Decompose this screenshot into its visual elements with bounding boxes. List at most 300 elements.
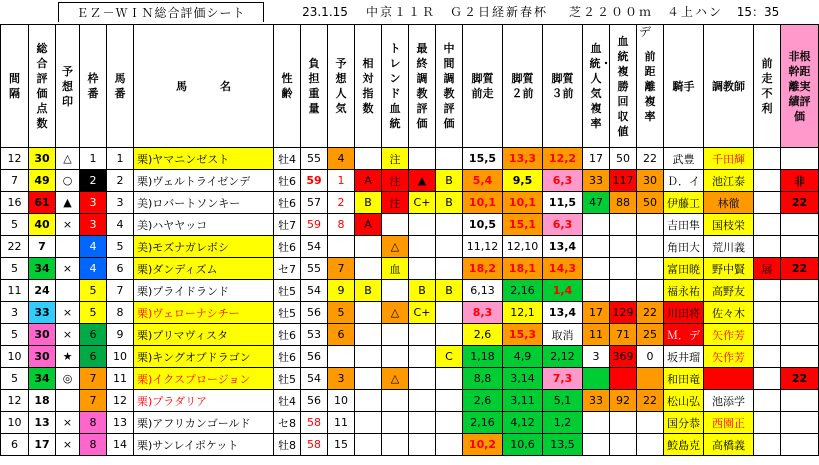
col-blood-place-rate: 血統複勝回収値 [610, 25, 637, 148]
cell-mid [436, 390, 463, 412]
cell-frame: 5 [80, 280, 107, 302]
cell-pd: 0 [637, 346, 664, 368]
col-sex-age: 性齢 [274, 25, 301, 148]
cell-num: 5 [107, 236, 134, 258]
cell-num: 13 [107, 412, 134, 434]
cell-nr [781, 346, 819, 368]
cell-mark [56, 390, 80, 412]
cell-trainer: 林徹 [704, 192, 754, 214]
cell-gap: 5 [1, 258, 29, 280]
cell-br [583, 214, 610, 236]
cell-dis [754, 280, 781, 302]
cell-weight: 56 [301, 390, 328, 412]
cell-rel: B [355, 280, 382, 302]
cell-nr: 22 [781, 368, 819, 390]
cell-rel: B [355, 192, 382, 214]
cell-gap: 7 [1, 170, 29, 192]
col-weight: 負担重量 [301, 25, 328, 148]
cell-l2: 10,1 [503, 192, 543, 214]
cell-name: 栗)ダンディズム [134, 258, 274, 280]
cell-frame: 5 [80, 302, 107, 324]
cell-rel [355, 434, 382, 456]
cell-score: 30 [29, 346, 56, 368]
cell-mid: B [436, 192, 463, 214]
cell-gap: 5 [1, 324, 29, 346]
cell-sex: 牡6 [274, 324, 301, 346]
cell-jockey: 伊藤工 [664, 192, 704, 214]
cell-rel [355, 236, 382, 258]
cell-num: 12 [107, 390, 134, 412]
cell-trainer: 国枝栄 [704, 214, 754, 236]
cell-mark: ◎ [56, 368, 80, 390]
cell-l3: 1,4 [543, 280, 583, 302]
cell-bp [610, 368, 637, 390]
col-final-training: 最終調教評価 [409, 25, 436, 148]
cell-pd [637, 434, 664, 456]
cell-nr [781, 324, 819, 346]
horse-row [1, 324, 819, 346]
cell-bp [610, 258, 637, 280]
cell-l1: 11,12 [463, 236, 503, 258]
cell-l2: 2,16 [503, 280, 543, 302]
col-frame: 枠番 [80, 25, 107, 148]
cell-rel: A [355, 214, 382, 236]
cell-mark: ▲ [56, 192, 80, 214]
cell-score: 33 [29, 302, 56, 324]
cell-final: C+ [409, 192, 436, 214]
cell-nr [781, 280, 819, 302]
cell-l3: 1,2 [543, 412, 583, 434]
cell-mid [436, 302, 463, 324]
cell-l2: 3,11 [503, 390, 543, 412]
cell-rel: A [355, 170, 382, 192]
cell-l1: 8,3 [463, 302, 503, 324]
cell-nr [781, 412, 819, 434]
cell-pop: 5 [328, 302, 355, 324]
cell-mark [56, 280, 80, 302]
cell-nr: 22 [781, 192, 819, 214]
cell-jockey: 角田大 [664, 236, 704, 258]
cell-num: 6 [107, 258, 134, 280]
cell-l2: 4,12 [503, 412, 543, 434]
cell-l2: 9,5 [503, 170, 543, 192]
cell-gap: 22 [1, 236, 29, 258]
cell-weight: 56 [301, 302, 328, 324]
horse-row [1, 148, 819, 170]
cell-pd: 30 [637, 170, 664, 192]
cell-gap: 16 [1, 192, 29, 214]
cell-final: B [409, 280, 436, 302]
cell-jockey: 川田将 [664, 302, 704, 324]
cell-pd: 22 [637, 148, 664, 170]
cell-bp: 92 [610, 390, 637, 412]
cell-sex: セ7 [274, 258, 301, 280]
cell-mark [56, 236, 80, 258]
col-relative-index: 相対指数 [355, 25, 382, 148]
sheet-header [0, 0, 795, 39]
cell-name: 美)モズナガレボシ [134, 236, 274, 258]
cell-rel [355, 148, 382, 170]
cell-sex: 牡6 [274, 170, 301, 192]
cell-l1: 6,13 [463, 280, 503, 302]
horse-row [1, 368, 819, 390]
cell-nr: 22 [781, 258, 819, 280]
cell-trend [382, 214, 409, 236]
cell-nr [781, 148, 819, 170]
cell-br: 47 [583, 192, 610, 214]
sheet-title: ＥＺ－ＷＩＮ総合評価シート [58, 2, 264, 22]
cell-num: 7 [107, 280, 134, 302]
cell-jockey: 坂井瑠 [664, 346, 704, 368]
cell-weight: 58 [301, 412, 328, 434]
cell-name: 栗)ヴェローナシチー [134, 302, 274, 324]
cell-final [409, 236, 436, 258]
cell-dis [754, 236, 781, 258]
cell-br [583, 368, 610, 390]
cell-trainer: 高橋義 [704, 434, 754, 456]
cell-score: 40 [29, 214, 56, 236]
cell-pd [637, 236, 664, 258]
cell-l3: 5,1 [543, 390, 583, 412]
cell-mark: × [56, 434, 80, 456]
cell-rel [355, 368, 382, 390]
cell-br: 17 [583, 148, 610, 170]
cell-jockey: 鮫島克 [664, 434, 704, 456]
cell-sex: 牡6 [274, 192, 301, 214]
cell-frame: 8 [80, 412, 107, 434]
cell-jockey: 吉田隼 [664, 214, 704, 236]
cell-weight: 53 [301, 324, 328, 346]
cell-mark: × [56, 412, 80, 434]
horse-row [1, 434, 819, 456]
cell-frame: 8 [80, 434, 107, 456]
cell-trend [382, 324, 409, 346]
cell-l2: 3,14 [503, 368, 543, 390]
cell-weight: 54 [301, 280, 328, 302]
cell-dis [754, 170, 781, 192]
race-name: 中京１１Ｒ Ｇ２日経新春杯 [365, 5, 548, 19]
col-prediction-mark: 予想印 [56, 25, 80, 148]
cell-br [583, 412, 610, 434]
cell-jockey: 松山弘 [664, 390, 704, 412]
cell-jockey: 富田暁 [664, 258, 704, 280]
cell-final [409, 412, 436, 434]
cell-weight: 54 [301, 368, 328, 390]
cell-br: 33 [583, 390, 610, 412]
header-row [1, 25, 819, 148]
cell-num: 10 [107, 346, 134, 368]
cell-l1: 2,16 [463, 412, 503, 434]
cell-pd: 50 [637, 192, 664, 214]
cell-jockey: Ｍ．デ [664, 324, 704, 346]
cell-l2: 15,3 [503, 324, 543, 346]
cell-trainer: 池添学 [704, 390, 754, 412]
cell-num: 3 [107, 192, 134, 214]
cell-final [409, 324, 436, 346]
cell-dis [754, 192, 781, 214]
cell-score: 7 [29, 236, 56, 258]
cell-gap: 6 [1, 434, 29, 456]
cell-pd: 22 [637, 302, 664, 324]
race-condition: 芝２２００ｍ ４上ハンデ [568, 5, 723, 39]
cell-name: 栗)キングオブドラゴン [134, 346, 274, 368]
cell-score: 34 [29, 368, 56, 390]
horse-row [1, 192, 819, 214]
cell-final [409, 368, 436, 390]
horse-row [1, 412, 819, 434]
cell-rel [355, 346, 382, 368]
cell-mid [436, 412, 463, 434]
col-leg-3: 脚質３前 [543, 25, 583, 148]
cell-rel [355, 412, 382, 434]
cell-br: 17 [583, 302, 610, 324]
cell-score: 34 [29, 258, 56, 280]
cell-trend: 注 [382, 148, 409, 170]
cell-pop: 1 [328, 170, 355, 192]
cell-trend [382, 280, 409, 302]
cell-name: 栗)イクスプロージョン [134, 368, 274, 390]
cell-weight: 54 [301, 236, 328, 258]
cell-weight: 55 [301, 258, 328, 280]
cell-name: 栗)プリマヴィスタ [134, 324, 274, 346]
cell-l2: 12,1 [503, 302, 543, 324]
cell-pd [637, 368, 664, 390]
cell-jockey: 和田竜 [664, 368, 704, 390]
col-leg-2: 脚質２前 [503, 25, 543, 148]
cell-trainer: 野中賢 [704, 258, 754, 280]
cell-score: 24 [29, 280, 56, 302]
cell-final [409, 148, 436, 170]
cell-sex: 牡5 [274, 368, 301, 390]
cell-bp [610, 434, 637, 456]
cell-score: 18 [29, 390, 56, 412]
cell-name: 美)ハヤヤッコ [134, 214, 274, 236]
cell-frame: 6 [80, 346, 107, 368]
cell-weight: 59 [301, 214, 328, 236]
cell-rel [355, 324, 382, 346]
cell-bp [610, 236, 637, 258]
cell-jockey: 福永祐 [664, 280, 704, 302]
col-gap: 間隔 [1, 25, 29, 148]
col-prev-disadvantage: 前走不利 [754, 25, 781, 148]
horse-row [1, 214, 819, 236]
cell-final [409, 434, 436, 456]
cell-l3: 13,4 [543, 302, 583, 324]
cell-l1: 10,1 [463, 192, 503, 214]
cell-trainer: 千田輝 [704, 148, 754, 170]
cell-gap: 11 [1, 280, 29, 302]
cell-final [409, 390, 436, 412]
cell-sex: 牡8 [274, 434, 301, 456]
col-jockey: 騎手 [664, 25, 704, 148]
cell-nr [781, 214, 819, 236]
cell-dis [754, 368, 781, 390]
cell-score: 49 [29, 170, 56, 192]
cell-l2: 18,1 [503, 258, 543, 280]
cell-l3: 12,2 [543, 148, 583, 170]
cell-trend [382, 434, 409, 456]
cell-rel [355, 258, 382, 280]
cell-br [583, 258, 610, 280]
cell-trend: △ [382, 236, 409, 258]
col-non-root-distance: 非根幹距離実績評価 [781, 25, 819, 148]
cell-pop: 3 [328, 368, 355, 390]
cell-name: 栗)サンレイポケット [134, 434, 274, 456]
cell-l3: 6,3 [543, 170, 583, 192]
cell-pop: 7 [328, 258, 355, 280]
cell-nr [781, 236, 819, 258]
col-popularity: 予想人気 [328, 25, 355, 148]
cell-mark: ○ [56, 170, 80, 192]
cell-l3: 13,5 [543, 434, 583, 456]
cell-mid: B [436, 280, 463, 302]
cell-score: 17 [29, 434, 56, 456]
horse-row [1, 258, 819, 280]
cell-rel [355, 302, 382, 324]
cell-dis [754, 346, 781, 368]
cell-l2: 15,1 [503, 214, 543, 236]
cell-br [583, 280, 610, 302]
col-prev-distance: 前距離複率 [637, 25, 664, 148]
cell-bp [610, 214, 637, 236]
cell-frame: 4 [80, 258, 107, 280]
cell-mark: × [56, 302, 80, 324]
cell-trend: 注 [382, 170, 409, 192]
cell-l2: 4,9 [503, 346, 543, 368]
cell-l3: 14,3 [543, 258, 583, 280]
cell-l1: 15,5 [463, 148, 503, 170]
cell-rel [355, 390, 382, 412]
cell-final: C+ [409, 302, 436, 324]
cell-pd: 22 [637, 390, 664, 412]
cell-score: 30 [29, 324, 56, 346]
evaluation-table [0, 24, 819, 456]
cell-frame: 4 [80, 236, 107, 258]
cell-mark: △ [56, 148, 80, 170]
cell-bp [610, 280, 637, 302]
cell-trend: 注 [382, 192, 409, 214]
cell-bp [610, 412, 637, 434]
cell-bp: 71 [610, 324, 637, 346]
cell-pop: 15 [328, 434, 355, 456]
cell-sex: セ8 [274, 412, 301, 434]
cell-dis [754, 390, 781, 412]
cell-num: 9 [107, 324, 134, 346]
cell-l3: 13,4 [543, 236, 583, 258]
cell-trainer: 矢作芳 [704, 346, 754, 368]
cell-name: 栗)プラダリア [134, 390, 274, 412]
cell-pd [637, 280, 664, 302]
cell-trainer: 荒川義 [704, 236, 754, 258]
cell-trend: 血 [382, 258, 409, 280]
horse-row [1, 346, 819, 368]
cell-pd: 25 [637, 324, 664, 346]
cell-sex: 牡5 [274, 302, 301, 324]
cell-l1: 10,5 [463, 214, 503, 236]
cell-mid [436, 434, 463, 456]
cell-trainer: 佐々木 [704, 302, 754, 324]
cell-nr [781, 434, 819, 456]
cell-sex: 牡7 [274, 214, 301, 236]
cell-sex: 牡6 [274, 346, 301, 368]
cell-trend [382, 346, 409, 368]
cell-l3: 11,5 [543, 192, 583, 214]
cell-l1: 1,18 [463, 346, 503, 368]
cell-num: 4 [107, 214, 134, 236]
cell-pd [637, 258, 664, 280]
cell-weight: 58 [301, 434, 328, 456]
cell-l3: 取消 [543, 324, 583, 346]
cell-num: 14 [107, 434, 134, 456]
cell-pop: 9 [328, 280, 355, 302]
cell-weight: 57 [301, 192, 328, 214]
cell-name: 栗)アフリカンゴールド [134, 412, 274, 434]
cell-l1: 2,6 [463, 324, 503, 346]
cell-bp: 88 [610, 192, 637, 214]
cell-mark: × [56, 214, 80, 236]
cell-frame: 7 [80, 390, 107, 412]
cell-final: ▲ [409, 170, 436, 192]
cell-dis [754, 412, 781, 434]
cell-score: 13 [29, 412, 56, 434]
cell-name: 栗)ヤマニンゼスト [134, 148, 274, 170]
cell-l1: 5,4 [463, 170, 503, 192]
cell-dis: 展 [754, 258, 781, 280]
cell-pop [328, 346, 355, 368]
cell-gap: 12 [1, 148, 29, 170]
col-mid-training: 中間調教評価 [436, 25, 463, 148]
cell-l1: 10,2 [463, 434, 503, 456]
cell-gap: 10 [1, 346, 29, 368]
cell-gap: 5 [1, 214, 29, 236]
cell-br: 11 [583, 324, 610, 346]
cell-mark: ★ [56, 346, 80, 368]
cell-br [583, 236, 610, 258]
cell-bp: 129 [610, 302, 637, 324]
cell-final [409, 346, 436, 368]
horse-row [1, 280, 819, 302]
post-time: 15：35 [736, 5, 780, 19]
cell-frame: 1 [80, 148, 107, 170]
cell-trend [382, 390, 409, 412]
horse-row [1, 302, 819, 324]
cell-br: 3 [583, 346, 610, 368]
cell-pop: 4 [328, 148, 355, 170]
cell-dis [754, 434, 781, 456]
cell-mark: × [56, 324, 80, 346]
cell-nr [781, 302, 819, 324]
cell-jockey: 武豊 [664, 148, 704, 170]
cell-num: 11 [107, 368, 134, 390]
cell-dis [754, 148, 781, 170]
horse-row [1, 236, 819, 258]
cell-nr [781, 390, 819, 412]
cell-score: 61 [29, 192, 56, 214]
cell-pop [328, 236, 355, 258]
cell-l3: 2,12 [543, 346, 583, 368]
cell-mid: B [436, 170, 463, 192]
cell-mid: C [436, 346, 463, 368]
cell-mid [436, 236, 463, 258]
cell-pd [637, 412, 664, 434]
horse-row [1, 170, 819, 192]
cell-trainer: 西園正 [704, 412, 754, 434]
cell-frame: 7 [80, 368, 107, 390]
cell-weight: 55 [301, 148, 328, 170]
cell-name: 栗)ヴェルトライゼンデ [134, 170, 274, 192]
cell-l3: 7,3 [543, 368, 583, 390]
cell-name: 美)ロバートソンキー [134, 192, 274, 214]
